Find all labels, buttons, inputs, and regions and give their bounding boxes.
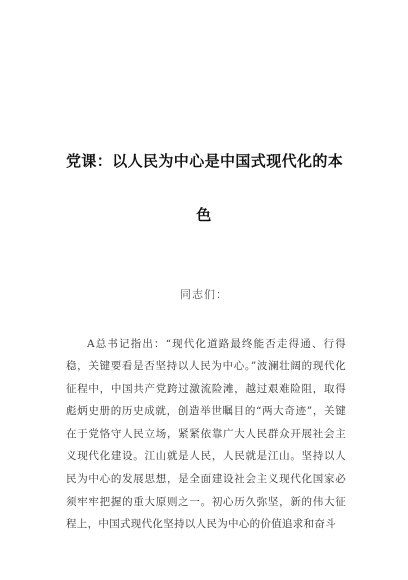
document-title-line2: 色 [196,206,212,224]
salutation: 同志们： [180,288,228,301]
document-title-line1: 党课：以人民为中心是中国式现代化的本 [66,152,344,170]
body-paragraph: A总书记指出：“现代化道路最终能否走得通、行得稳，关键要看是否坚持以人民为中心。”波澜壮阔的现代化征程中，中国共产党跨过激流险滩，越过艰难险阻，取得彪炳史册的历史成就，创造举世瞩目的“两大奇迹”，关键在于党恪守人民立场，紧紧依靠广大人民群众开展社会主义现代化建设。江山就是人民，人民就是江山。坚持以人民为中心的发展思想，是全面建设社会主义现代化国家必须牢牢把握的重大原则之一。初心历久弥坚，新的伟大征程上，中国式现代化坚持以人民为中心的价值追求和奋斗 [66,337,346,531]
